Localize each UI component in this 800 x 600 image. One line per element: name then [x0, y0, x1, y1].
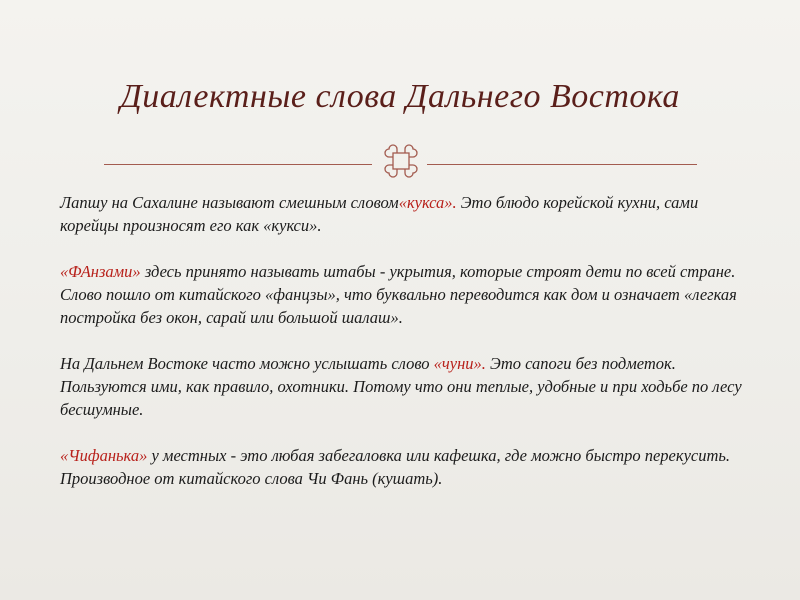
paragraph-text: здесь принято называть штабы - укрытия, которые строят дети по всей стране. Слово пошло от китайского «фанцзы», что буквально переводится как дом и означает «легкая постройка без окон, сарай или большой шалаш».	[60, 262, 737, 327]
title-divider	[0, 138, 800, 178]
paragraph-fanzy	[60, 260, 750, 329]
paragraph-text: Это блюдо корейской кухни, сами корейцы произносят его как «кукси».	[60, 193, 699, 235]
paragraph-text: Это сапоги без подметок. Пользуются ими, как правило, охотники. Потому что они теплые, удобные и при ходьбе по лесу бесшумные.	[60, 354, 742, 419]
paragraph-text: Лапшу на Сахалине называют смешным словом	[60, 193, 399, 212]
body-text	[60, 191, 750, 513]
paragraph-text: у местных - это любая забегаловка или кафешка, где можно быстро перекусить. Производное от китайского слова Чи Фань (кушать).	[60, 446, 731, 488]
highlighted-term-chuni: «чуни».	[433, 354, 486, 373]
paragraph-kuksa	[60, 191, 750, 237]
paragraph-text: На Дальнем Востоке часто можно услышать слово	[60, 354, 434, 373]
divider-line-right	[427, 164, 697, 165]
highlighted-term-chifanka: «Чифанька»	[60, 446, 148, 465]
slide-title: Диалектные слова Дальнего Востока	[120, 78, 680, 115]
divider-line-left	[104, 164, 372, 165]
paragraph-chuni	[60, 352, 750, 421]
highlighted-term-kuksa: «кукса».	[398, 193, 457, 212]
paragraph-chifanka	[60, 444, 750, 490]
highlighted-term-fanzy: «ФАнзами»	[60, 262, 141, 281]
ornament-knot-icon	[384, 144, 418, 178]
